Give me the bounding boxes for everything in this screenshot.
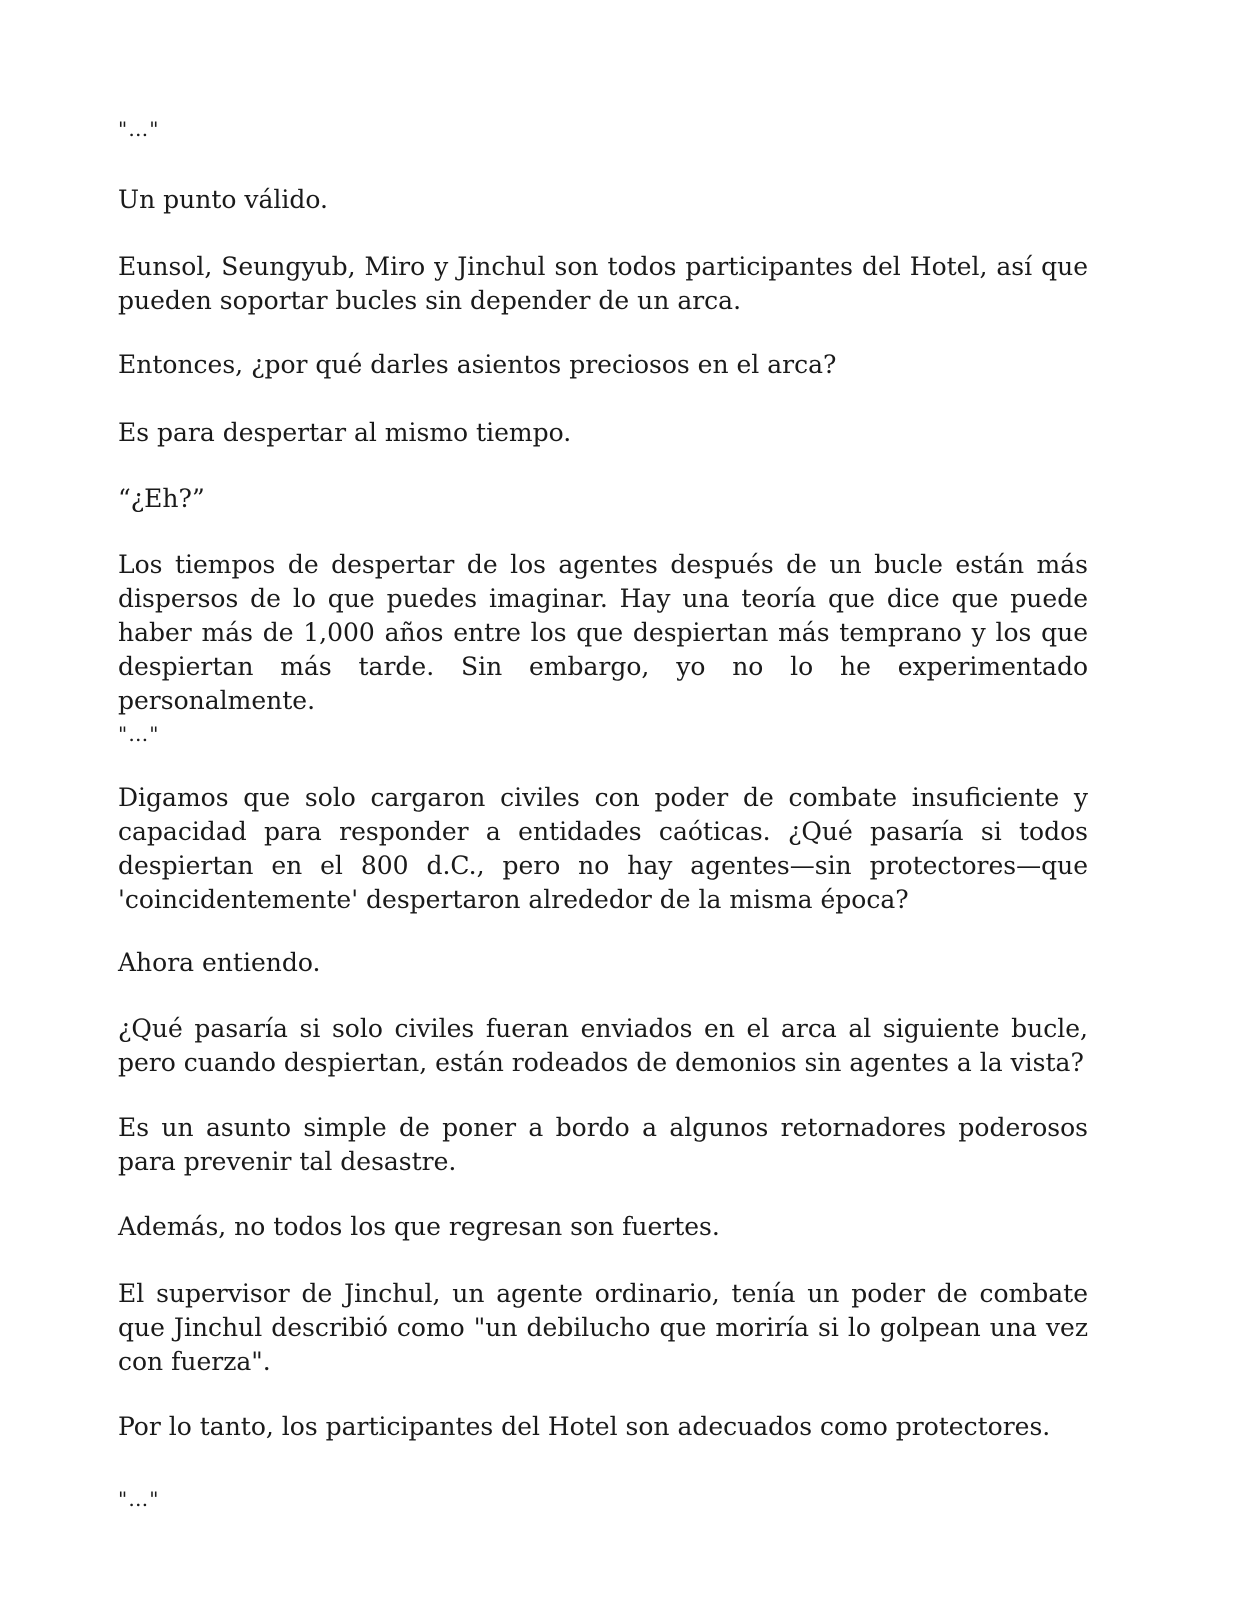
paragraph: Es para despertar al mismo tiempo.: [118, 418, 572, 447]
paragraph: Eunsol, Seungyub, Miro y Jinchul son todos participantes del Hotel, así que pueden soportar bucles sin depender de un arca.: [118, 252, 1088, 315]
paragraph-ellipsis: "…": [118, 117, 160, 141]
paragraph: Entonces, ¿por qué darles asientos preciosos en el arca?: [118, 350, 837, 379]
paragraph: El supervisor de Jinchul, un agente ordinario, tenía un poder de combate que Jinchul describió como "un debilucho que moriría si lo golpean una vez con fuerza".: [118, 1279, 1088, 1376]
paragraph-ellipsis: "…": [118, 1487, 160, 1511]
paragraph: Los tiempos de despertar de los agentes después de un bucle están más dispersos de lo que puedes imaginar. Hay una teoría que dice que puede haber más de 1,000 años entre los que despiertan más temprano y los que despiertan más tarde. Sin embargo, yo no lo he experimentado personalmente.: [118, 550, 1088, 715]
paragraph: Un punto válido.: [118, 185, 328, 214]
paragraph: Por lo tanto, los participantes del Hotel son adecuados como protectores.: [118, 1412, 1051, 1441]
paragraph: Es un asunto simple de poner a bordo a algunos retornadores poderosos para prevenir tal desastre.: [118, 1113, 1088, 1176]
paragraph-ellipsis: "…": [118, 722, 160, 746]
paragraph: “¿Eh?”: [118, 484, 205, 513]
paragraph: Además, no todos los que regresan son fuertes.: [118, 1212, 720, 1241]
paragraph: Ahora entiendo.: [118, 948, 321, 977]
paragraph: Digamos que solo cargaron civiles con poder de combate insuficiente y capacidad para responder a entidades caóticas. ¿Qué pasaría si todos despiertan en el 800 d.C., pero no hay agentes—sin protectores—que 'coincidentemente' despertaron alrededor de la misma época?: [118, 783, 1088, 914]
paragraph: ¿Qué pasaría si solo civiles fueran enviados en el arca al siguiente bucle, pero cuando despiertan, están rodeados de demonios sin agentes a la vista?: [118, 1014, 1088, 1077]
